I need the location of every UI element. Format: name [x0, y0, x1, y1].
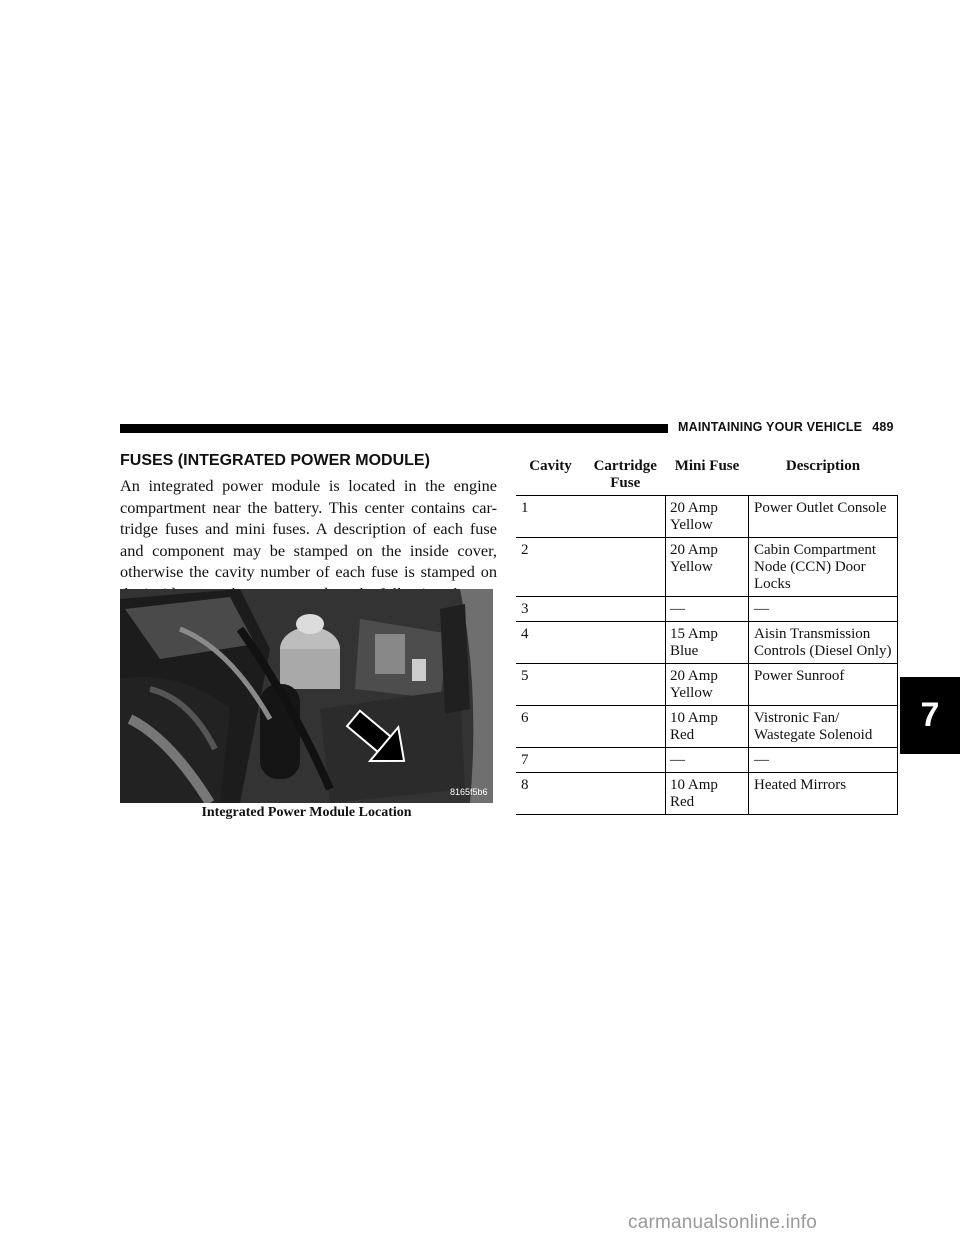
page-number: 489 — [872, 420, 894, 434]
table-row — [516, 538, 898, 597]
cell-mini-fuse: — — [666, 597, 749, 622]
table-row — [516, 664, 898, 706]
cell-cartridge-fuse — [585, 706, 666, 748]
header-rule — [120, 424, 668, 433]
table-row — [516, 748, 898, 773]
header-cavity: Cavity — [516, 453, 585, 496]
cell-cavity: 8 — [516, 773, 585, 815]
cell-description: Cabin Compartment Node (CCN) Door Locks — [749, 538, 898, 597]
engine-photo-illustration — [120, 589, 493, 803]
table-row — [516, 597, 898, 622]
cell-cavity: 3 — [516, 597, 585, 622]
table-row — [516, 706, 898, 748]
header-cartridge-fuse: Cartridge Fuse — [585, 453, 666, 496]
cell-description: Vistronic Fan/ Wastegate Solenoid — [749, 706, 898, 748]
figure-code: 8165f5b6 — [450, 787, 488, 797]
body-paragraph: An integrated power module is located in the engine compartment near the battery. This center contains car-tridge fuses and mini fuses. A description of each fuse and component may be stamped on the inside cover, otherwise the cavity number of each fuse is stamped on — [120, 476, 497, 581]
cell-cavity: 6 — [516, 706, 585, 748]
cell-mini-fuse: 15 Amp Blue — [666, 622, 749, 664]
section-title: FUSES (INTEGRATED POWER MODULE) — [120, 452, 430, 469]
table-row — [516, 496, 898, 538]
table-header-row — [516, 453, 898, 496]
cell-description: Power Sunroof — [749, 664, 898, 706]
cell-cavity: 7 — [516, 748, 585, 773]
table-row — [516, 773, 898, 815]
cell-mini-fuse: 20 Amp Yellow — [666, 496, 749, 538]
cell-mini-fuse: 10 Amp Red — [666, 706, 749, 748]
cell-cavity: 1 — [516, 496, 585, 538]
cell-mini-fuse: 10 Amp Red — [666, 773, 749, 815]
cell-mini-fuse: 20 Amp Yellow — [666, 538, 749, 597]
cell-description: — — [749, 748, 898, 773]
engine-photo — [120, 589, 493, 803]
cell-cartridge-fuse — [585, 622, 666, 664]
cell-mini-fuse: — — [666, 748, 749, 773]
cell-description: Aisin Transmission Controls (Diesel Only) — [749, 622, 898, 664]
cell-cartridge-fuse — [585, 664, 666, 706]
watermark: carmanualsonline.info — [628, 1212, 818, 1233]
cell-cartridge-fuse — [585, 748, 666, 773]
cell-cavity: 5 — [516, 664, 585, 706]
chapter-tab: 7 — [900, 677, 960, 754]
running-header — [678, 420, 894, 434]
cell-description: Heated Mirrors — [749, 773, 898, 815]
cell-cartridge-fuse — [585, 597, 666, 622]
cell-description: Power Outlet Console — [749, 496, 898, 538]
header-description: Description — [749, 453, 898, 496]
cell-cartridge-fuse — [585, 773, 666, 815]
fuse-table — [516, 453, 898, 815]
figure-caption: Integrated Power Module Location — [201, 805, 412, 820]
cell-cartridge-fuse — [585, 538, 666, 597]
table-row — [516, 622, 898, 664]
cell-mini-fuse: 20 Amp Yellow — [666, 664, 749, 706]
header-mini-fuse: Mini Fuse — [666, 453, 749, 496]
cell-cartridge-fuse — [585, 496, 666, 538]
cell-description: — — [749, 597, 898, 622]
cell-cavity: 2 — [516, 538, 585, 597]
header-section: MAINTAINING YOUR VEHICLE — [678, 420, 863, 434]
cell-cavity: 4 — [516, 622, 585, 664]
